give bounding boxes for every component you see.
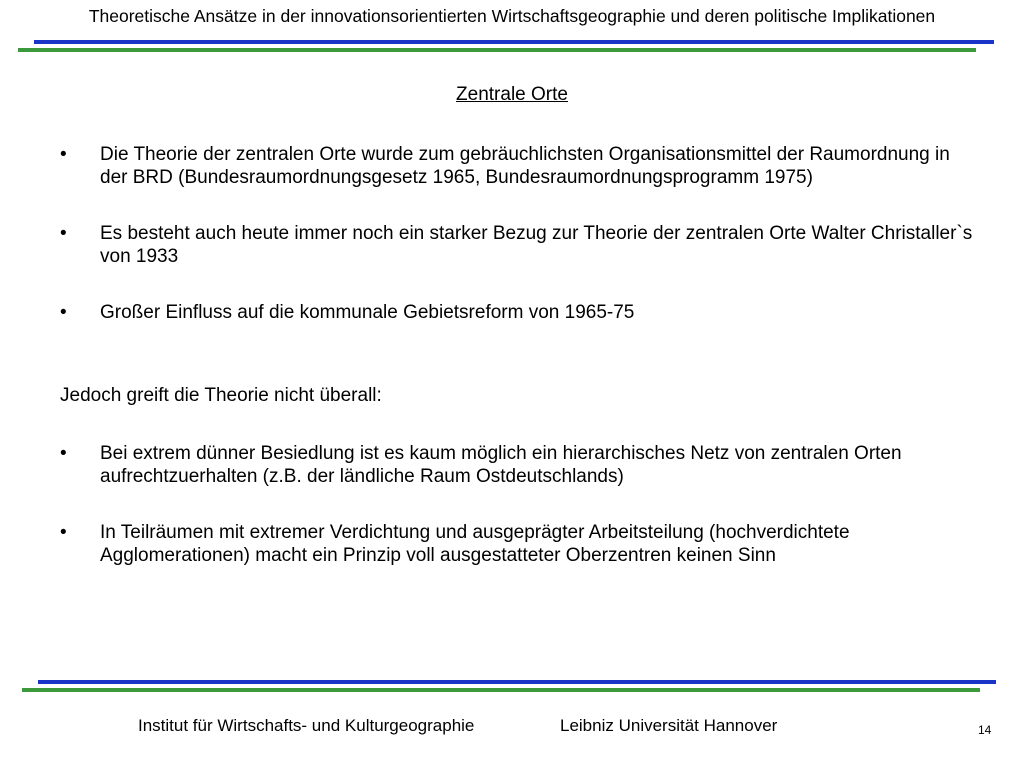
footer-university: Leibniz Universität Hannover bbox=[560, 716, 778, 735]
header-blue-divider bbox=[34, 40, 994, 44]
bullet-item bbox=[60, 222, 980, 268]
bullet-text: Großer Einfluss auf die kommunale Gebietsreform von 1965-75 bbox=[100, 302, 635, 323]
footer-green-divider bbox=[22, 688, 980, 692]
footer-institute: Institut für Wirtschafts- und Kulturgeographie bbox=[138, 716, 475, 735]
bullet-dot: • bbox=[60, 443, 67, 464]
bullet-item bbox=[60, 301, 980, 324]
slide-title: Zentrale Orte bbox=[456, 84, 568, 105]
bullet-dot: • bbox=[60, 223, 67, 244]
bullet-text: Bei extrem dünner Besiedlung ist es kaum möglich ein hierarchisches Netz von zentralen Orten aufrechtzuerhalten (z.B. der ländliche Raum Ostdeutschlands) bbox=[100, 443, 902, 487]
bullet-dot: • bbox=[60, 144, 67, 165]
header-green-divider bbox=[18, 48, 976, 52]
bullet-list-second bbox=[60, 442, 980, 567]
bullet-item bbox=[60, 143, 980, 189]
slide-content bbox=[60, 143, 980, 600]
header-title: Theoretische Ansätze in der innovationsorientierten Wirtschaftsgeographie und deren politische Implikationen bbox=[88, 6, 936, 26]
bullet-text: In Teilräumen mit extremer Verdichtung und ausgeprägter Arbeitsteilung (hochverdichtete Agglomerationen) macht ein Prinzip voll ausgestatteter Oberzentren keinen Sinn bbox=[100, 522, 850, 566]
bullet-dot: • bbox=[60, 522, 67, 543]
bullet-item bbox=[60, 442, 980, 488]
bullet-text: Die Theorie der zentralen Orte wurde zum gebräuchlichsten Organisationsmittel der Raumordnung in der BRD (Bundesraumordnungsgesetz 1965, Bundesraumordnungsprogramm 1975) bbox=[100, 144, 950, 188]
bullet-item bbox=[60, 521, 980, 567]
page-number: 14 bbox=[978, 723, 992, 737]
intro-line: Jedoch greift die Theorie nicht überall: bbox=[60, 385, 382, 406]
bullet-list-first bbox=[60, 143, 980, 324]
bullet-dot: • bbox=[60, 302, 67, 323]
bullet-text: Es besteht auch heute immer noch ein starker Bezug zur Theorie der zentralen Orte Walter Christaller`s von 1933 bbox=[100, 223, 973, 267]
footer-blue-divider bbox=[38, 680, 996, 684]
